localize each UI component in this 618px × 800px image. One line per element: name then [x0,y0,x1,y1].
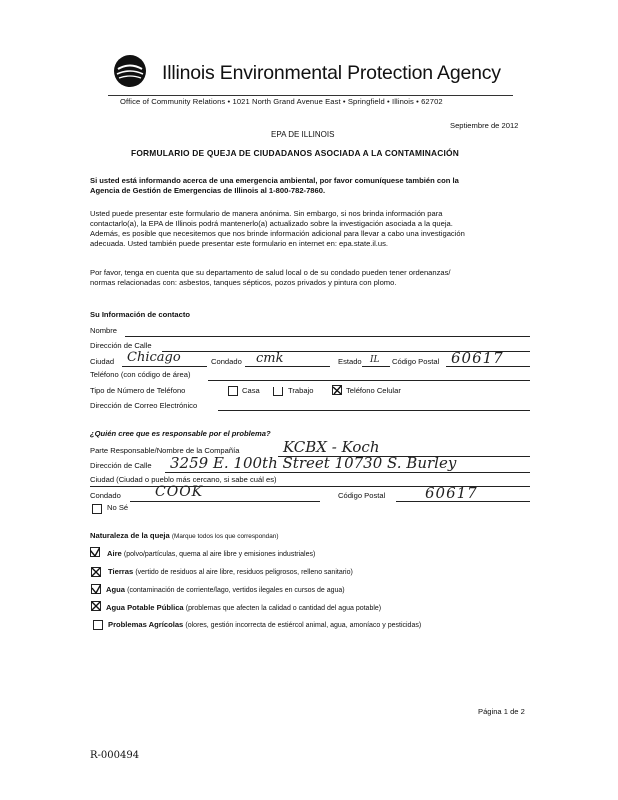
county-field[interactable] [245,366,330,367]
tierras-desc: (vertido de residuos al aire libre, residuos peligrosos, relleno sanitario) [135,569,353,576]
contact-heading: Su Información de contacto [90,310,190,319]
company-value[interactable]: KCBX - Koch [283,438,380,456]
form-date: Septiembre de 2012 [450,121,519,130]
local-line: normas relacionadas con: asbestos, tanques sépticos, pozos privados y pintura con plomo. [90,278,397,287]
phone-cell-checkbox-checked[interactable] [332,385,342,395]
aire-label: Aire [107,549,122,558]
agua-potable-desc: (problemas que afecten la calidad o cantidad del agua potable) [185,605,382,612]
local-ordinance-notice [90,268,540,288]
zip-value[interactable]: 60617 [451,349,504,367]
phone-type-label: Tipo de Número de Teléfono [90,386,186,395]
agua-label: Agua [106,585,125,594]
zip-field[interactable] [446,366,530,367]
page-number: Página 1 de 2 [478,707,525,716]
name-field[interactable] [125,336,530,337]
phone-cell-label: Teléfono Celular [346,386,401,395]
city-field[interactable] [122,366,207,367]
resp-street-value[interactable]: 3259 E. 100th Street 10730 S. Burley [170,454,457,472]
anonymous-notice [90,209,540,249]
nature-heading [90,531,278,540]
nature-heading-text: Naturaleza de la queja [90,531,170,540]
responsible-heading: ¿Quién cree que es responsable por el problema? [90,429,271,438]
resp-city-label: Ciudad (Ciudad o pueblo más cercano, si sabe cuál es) [90,475,277,484]
agricolas-desc: (olores, gestión incorrecta de estiércol animal, agua, amoníaco y pesticidas) [185,622,422,629]
phone-work-label: Trabajo [288,386,314,395]
resp-county-value[interactable]: COOK [155,484,204,500]
agua-checkbox-checked[interactable] [91,584,101,594]
document-id: R-000494 [90,750,140,761]
city-value[interactable]: Chicago [127,350,181,365]
state-label: Estado [338,357,362,366]
agricolas-item [108,620,421,629]
form-title: FORMULARIO DE QUEJA DE CIUDADANOS ASOCIADA A LA CONTAMINACIÓN [131,148,459,158]
county-value[interactable]: cmk [256,351,284,366]
anonymous-line: contactarlo(a), la EPA de Illinois podrá mantenerlo(a) actualizado sobre la investigación asociada a la queja. [90,219,453,228]
local-line: Por favor, tenga en cuenta que su departamento de salud local o de su condado pueden tener ordenanzas/ [90,268,451,277]
resp-street-label: Dirección de Calle [90,461,152,470]
zip-label: Código Postal [392,357,440,366]
agua-potable-checkbox-checked[interactable] [91,601,101,611]
tierras-checkbox-checked[interactable] [91,567,101,577]
agua-item [106,585,345,594]
street-label: Dirección de Calle [90,341,152,350]
anonymous-line: Además, es posible que necesitemos que nos brinde información adicional para llevar a cabo una investigación [90,229,465,238]
county-label: Condado [211,357,242,366]
aire-checkbox-checked[interactable] [90,547,100,557]
agua-potable-label: Agua Potable Pública [106,603,184,612]
resp-county-label: Condado [90,491,121,500]
aire-desc: (polvo/partículas, quema al aire libre y emisiones industriales) [123,551,316,558]
state-field[interactable] [362,366,390,367]
emergency-notice-line-1: Si usted está informando acerca de una emergencia ambiental, por favor comuníquese también con la [90,176,459,185]
email-label: Dirección de Correo Electrónico [90,401,198,410]
agricolas-checkbox[interactable] [93,620,103,630]
resp-zip-label: Código Postal [338,491,386,500]
agricolas-label: Problemas Agrícolas [108,620,184,629]
city-label: Ciudad [90,357,115,366]
tierras-item [108,567,353,576]
unknown-checkbox[interactable] [92,504,102,514]
anonymous-line: adecuada. Usted también puede presentar este formulario en internet en: epa.state.il.us. [90,239,389,248]
agency-title: Illinois Environmental Protection Agency [162,62,501,84]
nature-heading-note: (Marque todos los que correspondan) [171,533,279,540]
address-rule [108,95,513,96]
name-label: Nombre [90,326,118,335]
phone-field[interactable] [208,380,530,381]
tierras-label: Tierras [108,567,134,576]
illinois-epa-logo [113,54,147,88]
anonymous-line: Usted puede presentar este formulario de manera anónima. Sin embargo, si nos brinda información para [90,209,443,218]
phone-label: Teléfono (con código de área) [90,370,191,379]
phone-home-checkbox[interactable] [228,386,238,396]
emergency-notice-line-2: Agencia de Gestión de Emergencias de Illinois al 1-800-782-7860. [90,186,326,195]
agency-address: Office of Community Relations • 1021 North Grand Avenue East • Springfield • Illinois • 62702 [120,97,443,106]
resp-county-field[interactable] [130,501,320,502]
phone-work-checkbox[interactable] [273,387,283,396]
phone-home-label: Casa [242,386,260,395]
aire-item [107,549,315,558]
state-value[interactable]: IL [370,355,380,365]
epa-label: EPA DE ILLINOIS [271,130,335,139]
email-field[interactable] [218,410,530,411]
resp-street-field[interactable] [165,472,530,473]
agua-potable-item [106,603,381,612]
company-label: Parte Responsable/Nombre de la Compañía [90,446,240,455]
unknown-label: No Sé [107,503,129,512]
agua-desc: (contaminación de corriente/lago, vertidos ilegales en cursos de agua) [127,587,345,594]
resp-zip-value[interactable]: 60617 [425,484,478,502]
resp-zip-field[interactable] [396,501,530,502]
